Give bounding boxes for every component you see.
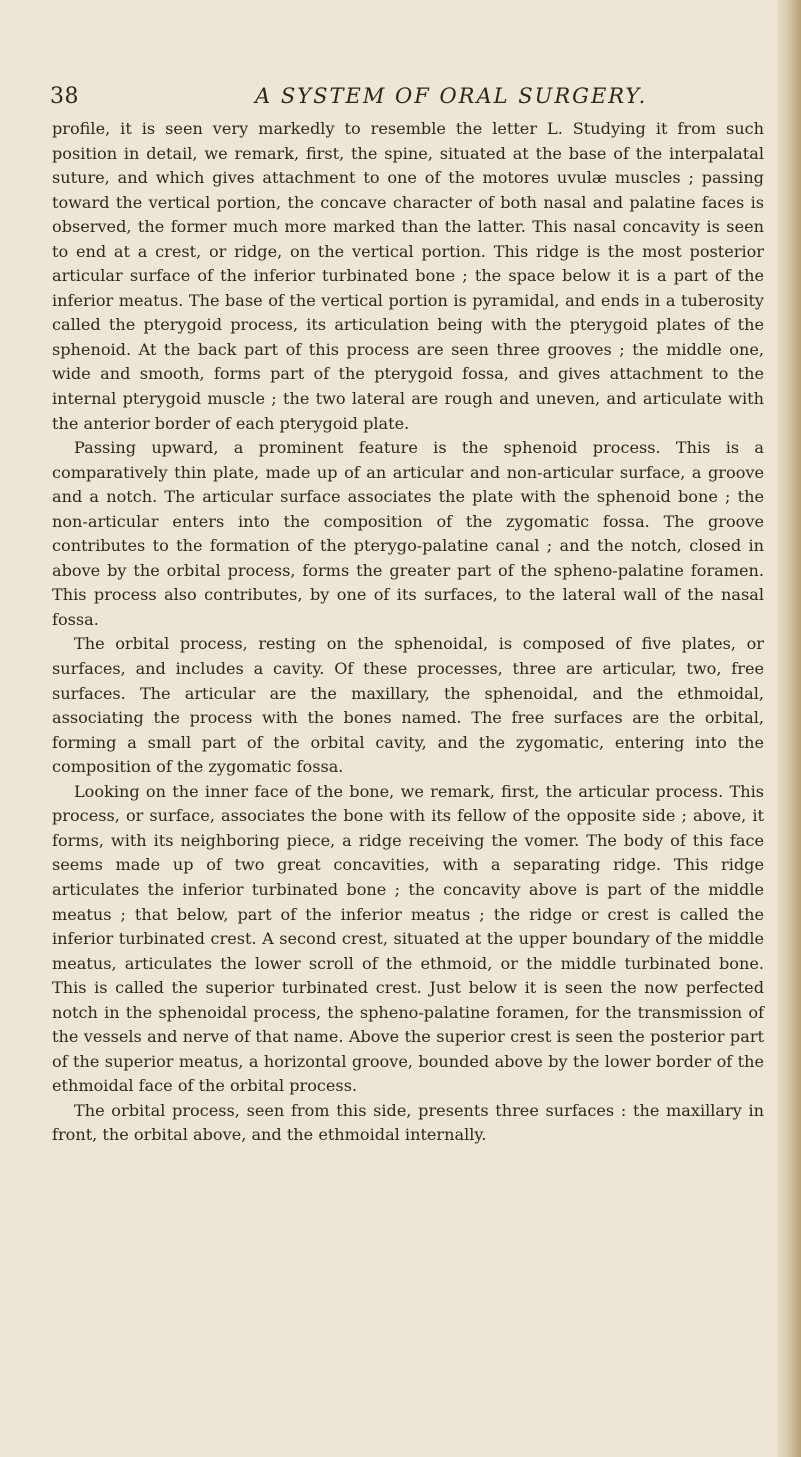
running-title: A SYSTEM OF ORAL SURGERY.: [255, 84, 648, 108]
paragraph: Passing upward, a prominent feature is the sphenoid process. This is a comparatively thin plate, made up of an articular and non-articular surface, a groove and a notch. The articular surface associates the plate with the sphenoid bone ; the non-articular enters into the composition of the zygomatic fossa. The groove contributes to the formation of the pterygo-palatine canal ; and the notch, closed in above by the orbital process, forms the greater part of the spheno-palatine foramen. This process also contributes, by one of its surfaces, to the lateral wall of the nasal fossa.: [52, 438, 764, 629]
paragraph: The orbital process, resting on the sphenoidal, is composed of five plates, or surfaces, and includes a cavity. Of these processes, three are articular, two, free surfaces. The articular are the maxillary, the sphenoidal, and the ethmoidal, associating the process with the bones named. The free surfaces are the orbital, forming a small part of the orbital cavity, and the zygomatic, entering into the composition of the zygomatic fossa.: [52, 634, 764, 777]
body-text: [52, 117, 764, 1148]
paragraph: profile, it is seen very markedly to resemble the letter L. Studying it from such position in detail, we remark, first, the spine, situated at the base of the interpalatal suture, and which gives attachment to one of the motores uvulæ muscles ; passing toward the vertical portion, the concave character of both nasal and palatine faces is observed, the former much more marked than the latter. This nasal concavity is seen to end at a crest, or ridge, on the vertical portion. This ridge is the most posterior articular surface of the inferior turbinated bone ; the space below it is a part of the inferior meatus. The base of the vertical portion is pyramidal, and ends in a tuberosity called the pterygoid process, its articulation being with the pterygoid plates of the sphenoid. At the back part of this process are seen three grooves ; the middle one, wide and smooth, forms part of the pterygoid fossa, and gives attachment to the internal pterygoid muscle ; the two lateral are rough and uneven, and articulate with the anterior border of each pterygoid plate.: [52, 119, 764, 433]
page-number: 38: [50, 84, 79, 109]
paragraph: Looking on the inner face of the bone, we remark, first, the articular process. This process, or surface, associates the bone with its fellow of the opposite side ; above, it forms, with its neighboring piece, a ridge receiving the vomer. The body of this face seems made up of two great concavities, with a separating ridge. This ridge articulates the inferior turbinated bone ; the concavity above is part of the middle meatus ; that below, part of the inferior meatus ; the ridge or crest is called the inferior turbinated crest. A second crest, situated at the upper boundary of the middle meatus, articulates the lower scroll of the ethmoid, or the middle turbinated bone. This is called the superior turbinated crest. Just below it is seen the now perfected notch in the sphenoidal process, the spheno-palatine foramen, for the transmission of the vessels and nerve of that name. Above the superior crest is seen the posterior part of the superior meatus, a horizontal groove, bounded above by the lower border of the ethmoidal face of the orbital process.: [52, 781, 764, 1096]
page-edge-shadow: [777, 0, 801, 1457]
paragraph: The orbital process, seen from this side, presents three surfaces : the maxillary in front, the orbital above, and the ethmoidal internally.: [52, 1100, 764, 1145]
